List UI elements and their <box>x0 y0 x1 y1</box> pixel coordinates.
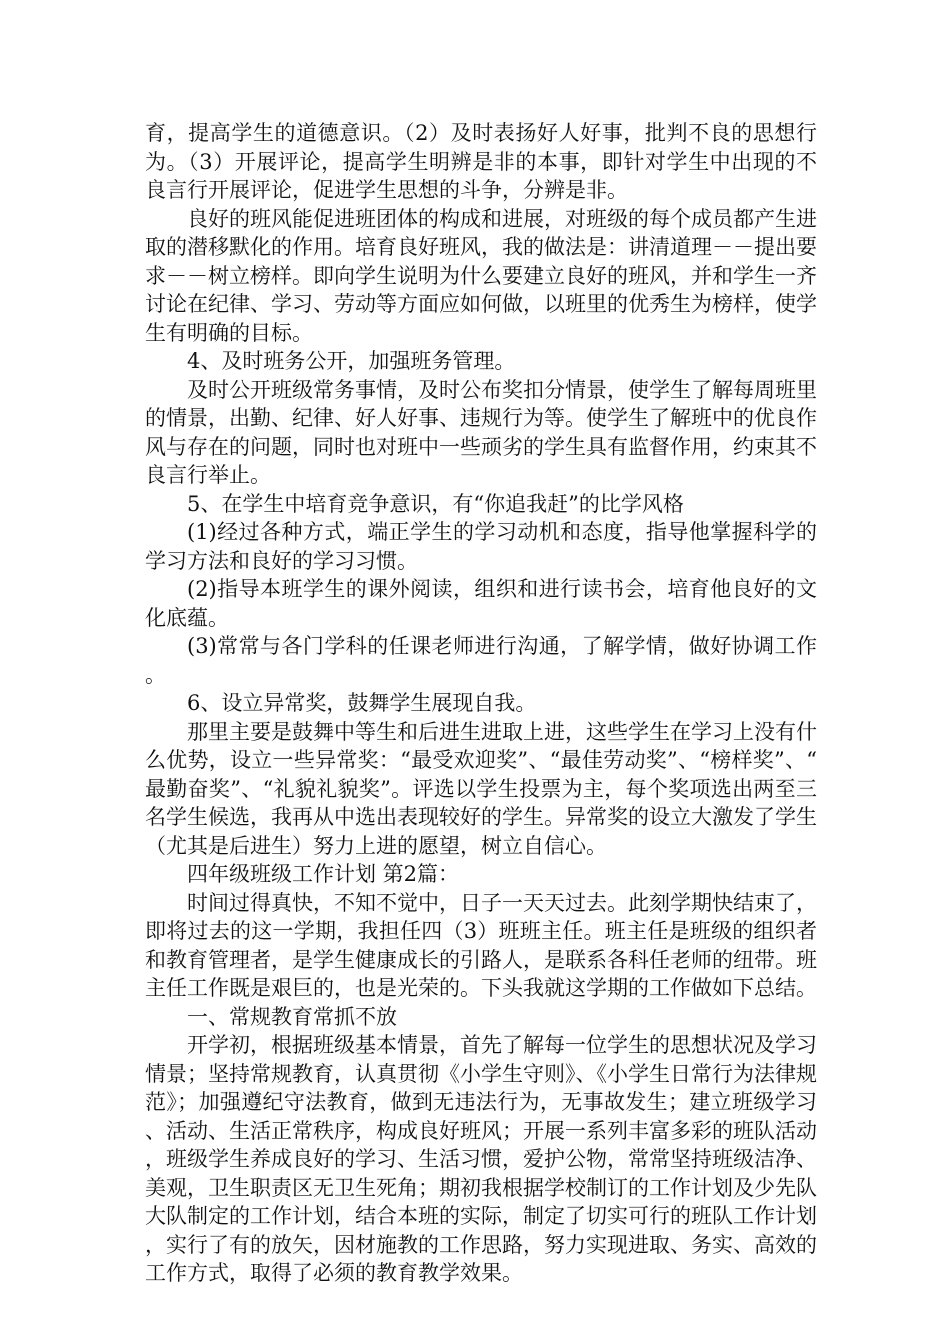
paragraph: 育，提高学生的道德意识。（2）及时表扬好人好事，批判不良的思想行为。（3）开展评论，提高学生明辨是非的本事，即针对学生中出现的不良言行开展评论，促进学生思想的斗争，分辨是非。 <box>145 121 817 202</box>
document-body <box>145 119 817 1288</box>
paragraph: 那里主要是鼓舞中等生和后进生进取上进，这些学生在学习上没有什么优势，设立一些异常奖：“最受欢迎奖”、“最佳劳动奖”、“榜样奖”、“最勤奋奖”、“礼貌礼貌奖”。评选以学生投票为主，每个奖项选出两至三名学生候选，我再从中选出表现较好的学生。异常奖的设立大激发了学生（尤其是后进生）努力上进的愿望，树立自信心。 <box>145 719 817 858</box>
section-heading: 4、及时班务公开，加强班务管理。 <box>187 349 516 373</box>
list-item: (1)经过各种方式，端正学生的学习动机和态度，指导他掌握科学的学习方法和良好的学习习惯。 <box>145 520 817 573</box>
section-heading: 一、常规教育常抓不放 <box>187 1004 397 1029</box>
paragraph: 良好的班风能促进班团体的构成和进展，对班级的每个成员都产生进取的潜移默化的作用。培育良好班风，我的做法是：讲清道理－－提出要求－－树立榜样。即向学生说明为什么要建立良好的班风，并和学生一齐讨论在纪律、学习、劳动等方面应如何做，以班里的优秀生为榜样，使学生有明确的目标。 <box>145 206 817 345</box>
list-item: (2)指导本班学生的课外阅读，组织和进行读书会，培育他良好的文化底蕴。 <box>145 577 817 630</box>
list-item: (3)常常与各门学科的任课老师进行沟通，了解学情，做好协调工作。 <box>145 634 817 687</box>
section-heading: 5、在学生中培育竞争意识，有“你追我赶”的比学风格 <box>187 491 684 516</box>
article-title: 四年级班级工作计划 第2篇： <box>187 862 460 886</box>
section-heading: 6、设立异常奖，鼓舞学生展现自我。 <box>187 691 537 715</box>
paragraph: 时间过得真快，不知不觉中，日子一天天过去。此刻学期快结束了，即将过去的这一学期，我担任四（3）班班主任。班主任是班级的组织者和教育管理者，是学生健康成长的引路人，是联系各科任老师的纽带。班主任工作既是艰巨的，也是光荣的。下头我就这学期的工作做如下总结。 <box>145 890 817 1000</box>
paragraph: 及时公开班级常务事情，及时公布奖扣分情景，使学生了解每周班里的情景，出勤、纪律、好人好事、违规行为等。使学生了解班中的优良作风与存在的问题，同时也对班中一些顽劣的学生具有监督作用，约束其不良言行举止。 <box>145 377 817 487</box>
paragraph: 开学初，根据班级基本情景，首先了解每一位学生的思想状况及学习情景；坚持常规教育，认真贯彻《小学生守则》、《小学生日常行为法律规范》；加强遵纪守法教育，做到无违法行为，无事故发生；建立班级学习、活动、生活正常秩序，构成良好班风；开展一系列丰富多彩的班队活动，班级学生养成良好的学习、生活习惯，爱护公物，常常坚持班级洁净、美观，卫生职责区无卫生死角；期初我根据学校制订的工作计划及少先队大队制定的工作计划，结合本班的实际，制定了切实可行的班队工作计划，实行了有的放矢，因材施教的工作思路，努力实现进取、务实、高效的工作方式，取得了必须的教育教学效果。 <box>145 1033 817 1285</box>
